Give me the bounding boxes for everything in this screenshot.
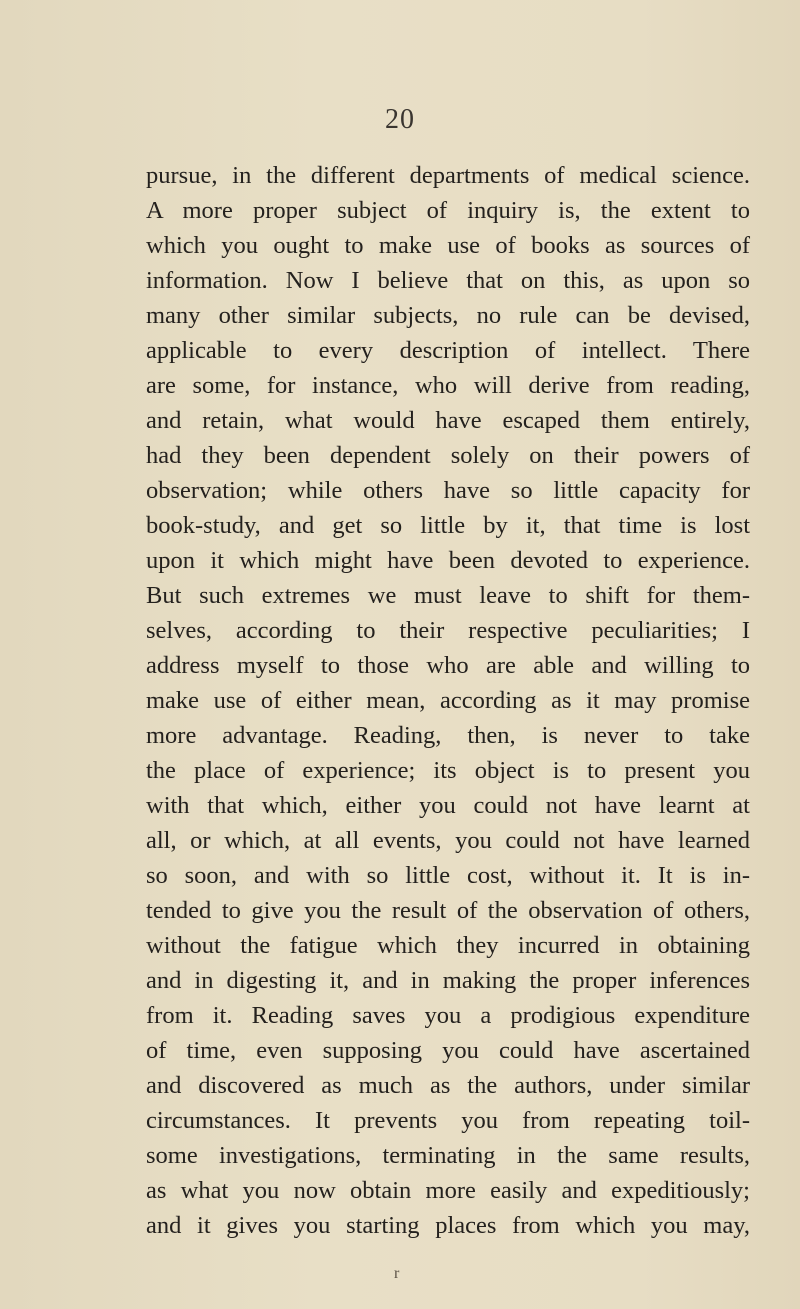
text-line: But such extremes we must leave to shift for them- [146, 582, 750, 609]
text-line: A more proper subject of inquiry is, the extent to [146, 197, 750, 224]
text-line: information. Now I believe that on this, as upon so [146, 267, 750, 294]
text-line: observation; while others have so little capacity for [146, 477, 750, 504]
text-line: and in digesting it, and in making the proper inferences [146, 967, 750, 994]
text-line: the place of experience; its object is to present you [146, 757, 750, 784]
text-line: address myself to those who are able and willing to [146, 652, 750, 679]
text-line: which you ought to make use of books as sources of [146, 232, 750, 259]
text-line: pursue, in the different departments of medical science. [146, 162, 750, 189]
text-line: and retain, what would have escaped them entirely, [146, 407, 750, 434]
text-line: are some, for instance, who will derive from reading, [146, 372, 750, 399]
text-line: so soon, and with so little cost, without it. It is in- [146, 862, 750, 889]
body-text [146, 158, 750, 1243]
text-line: make use of either mean, according as it may promise [146, 687, 750, 714]
text-line: circumstances. It prevents you from repeating toil- [146, 1107, 750, 1134]
text-line: all, or which, at all events, you could not have learned [146, 827, 750, 854]
text-line: with that which, either you could not have learnt at [146, 792, 750, 819]
text-line: and discovered as much as the authors, under similar [146, 1072, 750, 1099]
text-line: from it. Reading saves you a prodigious expenditure [146, 1002, 750, 1029]
text-line: as what you now obtain more easily and expeditiously; [146, 1177, 750, 1204]
text-line: more advantage. Reading, then, is never to take [146, 722, 750, 749]
text-line: many other similar subjects, no rule can be devised, [146, 302, 750, 329]
text-line: book-study, and get so little by it, that time is lost [146, 512, 750, 539]
printer-mark: r [394, 1265, 400, 1282]
text-line: applicable to every description of intellect. There [146, 337, 750, 364]
text-line: some investigations, terminating in the same results, [146, 1142, 750, 1169]
text-line: selves, according to their respective peculiarities; I [146, 617, 750, 644]
text-line: and it gives you starting places from which you may, [146, 1212, 750, 1239]
text-line: tended to give you the result of the observation of others, [146, 897, 750, 924]
text-line: had they been dependent solely on their powers of [146, 442, 750, 469]
text-line: of time, even supposing you could have ascertained [146, 1037, 750, 1064]
text-line: without the fatigue which they incurred in obtaining [146, 932, 750, 959]
text-line: upon it which might have been devoted to experience. [146, 547, 750, 574]
page-number: 20 [385, 104, 415, 135]
